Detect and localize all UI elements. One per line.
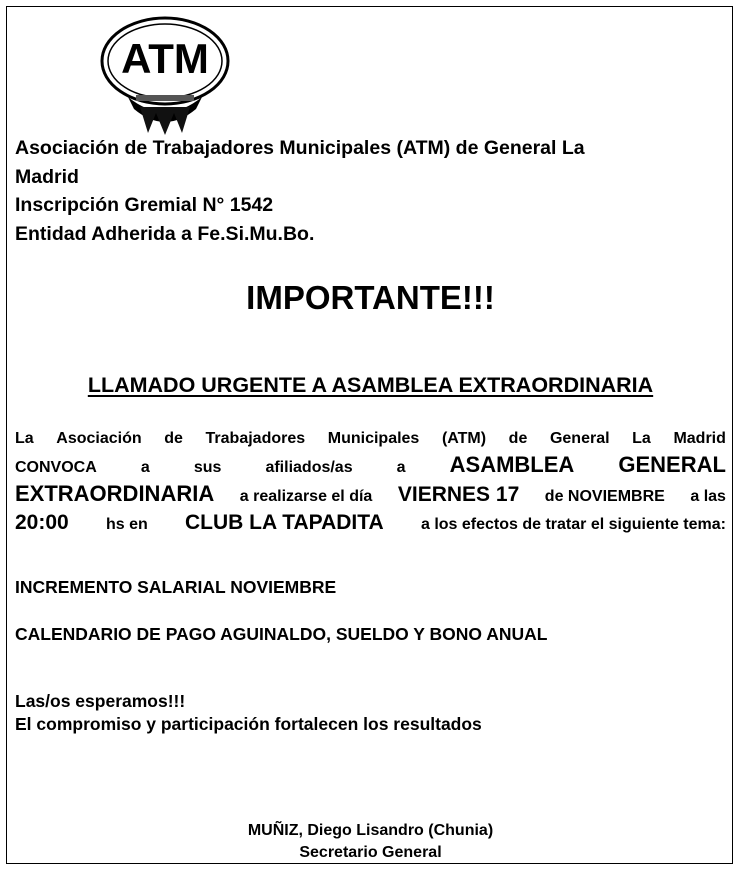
word: Trabajadores [205,430,306,447]
topic-item: INCREMENTO SALARIAL NOVIEMBRE [15,577,337,597]
paragraph-line [15,510,726,538]
affiliation: Entidad Adherida a Fe.Si.Mu.Bo. [15,222,315,245]
text-segment: a los efectos de tratar el siguiente tema: [420,516,726,533]
text-segment: de NOVIEMBRE [544,488,665,505]
closing-message [15,690,715,736]
logo-text: ATM [121,35,209,82]
signature-block [0,820,737,863]
call-title-text: LLAMADO URGENTE A ASAMBLEA EXTRAORDINARIA [87,373,654,397]
word: a [396,459,406,476]
registration-number: Inscripción Gremial N° 1542 [15,194,274,216]
text-segment: a realizarse el día [239,488,373,505]
header-line: Asociación de Trabajadores Municipales (ATM) de General La [15,137,585,159]
headline: IMPORTANTE!!! [246,279,495,316]
emphasis-word: EXTRAORDINARIA [15,481,215,506]
signatory-title: Secretario General [299,843,442,861]
header-line: Madrid [15,165,79,188]
word: de [508,430,528,447]
word: Madrid [673,430,726,447]
call-title [0,370,737,400]
signatory-name: MUÑIZ, Diego Lisandro (Chunia) [247,822,494,839]
text-segment: a las [690,488,726,505]
word: La [632,430,651,447]
word: sus [193,459,222,476]
meeting-date: VIERNES 17 [397,483,520,506]
word: de [164,430,183,447]
word: (ATM) [441,430,487,447]
closing-line: Las/os esperamos!!! [15,691,186,711]
word: La [15,430,34,447]
meeting-time: 20:00 [15,511,69,534]
organization-header [15,134,715,248]
meeting-venue: CLUB LA TAPADITA [185,511,384,534]
word: General [549,430,610,447]
word: afiliados/as [265,459,353,476]
word: a [140,459,150,476]
word: Asociación [56,430,142,447]
text-segment: hs en [105,516,148,533]
paragraph-line [15,481,726,510]
closing-line: El compromiso y participación fortalecen los resultados [15,714,482,734]
paragraph-line [15,452,726,481]
word: CONVOCA [15,459,97,476]
word: Municipales [327,430,420,447]
paragraph-line [15,426,726,452]
topic-item: CALENDARIO DE PAGO AGUINALDO, SUELDO Y BONO ANUAL [15,624,548,644]
atm-logo [96,9,234,137]
emphasis-word: ASAMBLEA [449,452,575,477]
emphasis-word: GENERAL [618,452,726,477]
convocation-paragraph [15,426,726,538]
